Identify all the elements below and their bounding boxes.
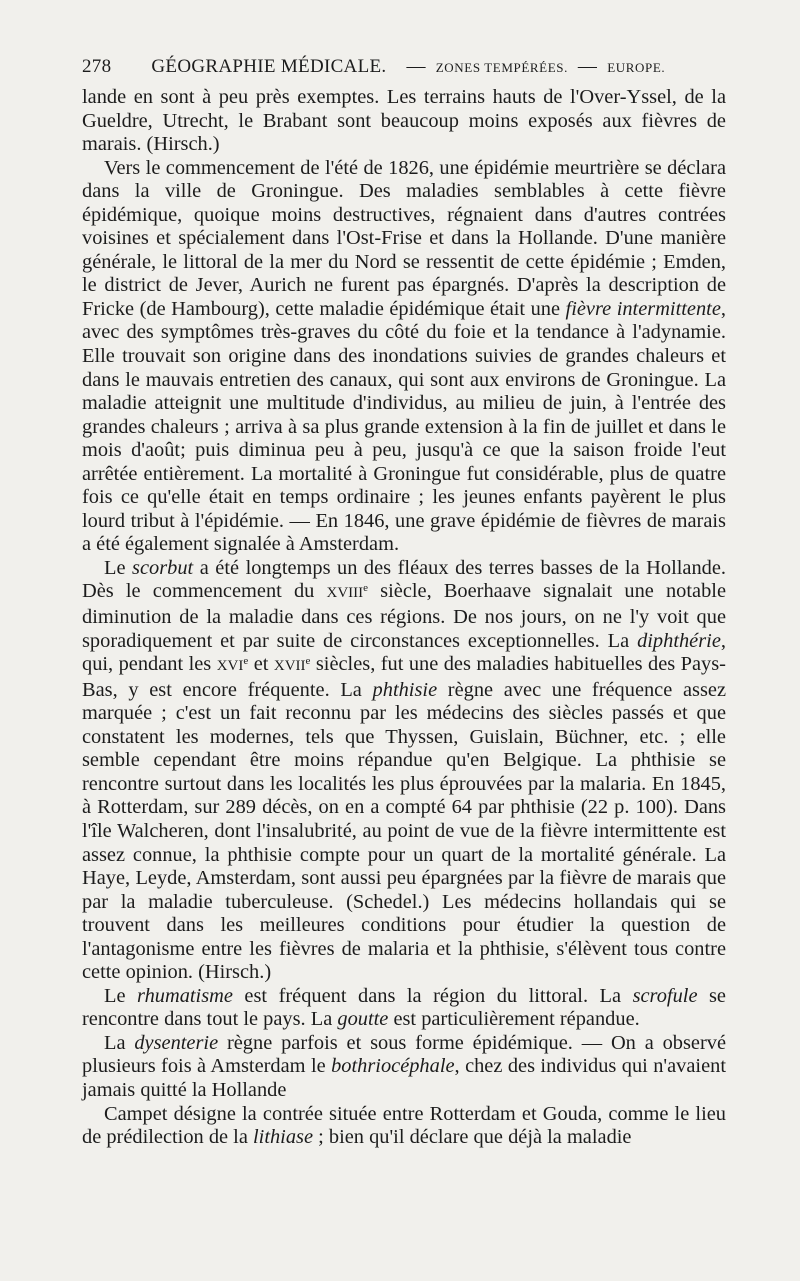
emphasis: diphthérie — [637, 629, 721, 652]
emphasis: phthisie — [372, 678, 438, 701]
book-title: GÉOGRAPHIE MÉDICALE. — [151, 56, 387, 77]
page-number: 278 — [82, 56, 112, 77]
emphasis: goutte — [337, 1008, 389, 1031]
emphasis: scrofule — [632, 984, 698, 1007]
paragraph-rhumatisme: Le rhumatisme est fréquent dans la région du littoral. La scrofule se rencontre dans tout le pays. La goutte est particulièrement répandue. — [82, 984, 726, 1031]
emphasis: lithiase — [252, 1126, 314, 1149]
paragraph-scorbut: Le scorbut a été longtemps un des fléaux des terres basses de la Hollande. Dès le commencement du XVIIIe siècle, Boerhaave signalait une notable diminution de la maladie dans ces régions. De nos jours, on ne l'y voit que sporadiquement et par suite de circonstances exceptionnelles. La diphthérie, qui, pendant les XVIe et XVIIe siècles, fut une des maladies habituelles des Pays-Bas, y est encore fréquente. La phthisie règne avec une fréquence assez marquée ; c'est un fait reconnu par les médecins des siècles passés et que constatent les modernes, tels que Thyssen, Guislain, Büchner, etc. ; elle semble cependant être moins répandue qu'en Belgique. La phthisie se rencontre surtout dans les localités les plus éprouvées par la malaria. En 1845, à Rotterdam, sur 289 décès, on en a compté 64 par phthisie (22 p. 100). Dans l'île Walcheren, dont l'insalubrité, au point de vue de la fièvre intermittente est assez connue, la phthisie compte pour un quart de la mortalité générale. La Haye, Leyde, Amsterdam, sont aussi peu épargnées par la fièvre de marais que par la maladie tuberculeuse. (Schedel.) Les médecins hollandais qui se trouvent dans les meilleures conditions pour étudier la question de l'antagonisme entre les fièvres de malaria et la phthisie, s'élèvent tous contre cette opinion. (Hirsch.) — [82, 556, 726, 984]
body-text — [82, 86, 726, 1150]
section-title: ZONES TEMPÉRÉES. — [435, 60, 568, 75]
emphasis: rhumatisme — [137, 984, 233, 1007]
header-dash: — — [406, 56, 426, 77]
running-head — [82, 56, 726, 86]
region-title: EUROPE. — [607, 60, 666, 75]
emphasis: bothriocéphale — [331, 1055, 455, 1078]
emphasis: dysenterie — [134, 1031, 219, 1054]
paragraph-continued: lande en sont à peu près exemptes. Les terrains hauts de l'Over-Yssel, de la Gueldre, Utrecht, le Brabant sont beaucoup moins exposés aux fièvres de marais. (Hirsch.) — [82, 86, 726, 156]
paragraph-groningue-epidemic: Vers le commencement de l'été de 1826, une épidémie meurtrière se déclara dans la ville de Groningue. Des maladies semblables à cette fièvre épidémique, quoique moins destructives, régnaient dans d'autres contrées voisines et spécialement dans l'Ost-Frise et dans la Hollande. D'une manière générale, le littoral de la mer du Nord se ressentit de cette épidémie ; Emden, le district de Jever, Aurich ne furent pas épargnés. D'après la description de Fricke (de Hambourg), cette maladie épidémique était une fièvre intermittente, avec des symptômes très-graves du côté du foie et la tendance à l'adynamie. Elle trouvait son origine dans des inondations suivies de grandes chaleurs et dans le mauvais entretien des canaux, qui sont aux environs de Groningue. La maladie atteignit une multitude d'individus, au milieu de juin, à l'entrée des grandes chaleurs ; arriva à sa plus grande extension à la fin de juillet et dans le mois d'août; puis diminua peu à peu, jusqu'à ce que la saison froide l'eut arrêtée entièrement. La mortalité à Groningue fut considérable, plus de quatre fois ce qu'elle était en temps ordinaire ; les jeunes enfants payèrent le plus lourd tribut à l'épidémie. — En 1846, une grave épidémie de fièvres de marais a été également signalée à Amsterdam. — [82, 156, 726, 556]
paragraph-dysenterie: La dysenterie règne parfois et sous forme épidémique. — On a observé plusieurs fois à Amsterdam le bothriocéphale, chez des individus qui n'avaient jamais quitté la Hollande — [82, 1031, 726, 1101]
header-dash: — — [577, 56, 598, 77]
paragraph-lithiase: Campet désigne la contrée située entre Rotterdam et Gouda, comme le lieu de prédilection de la lithiase ; bien qu'il déclare que déjà la maladie — [82, 1102, 726, 1149]
emphasis: fièvre intermittente — [565, 297, 721, 320]
emphasis: scorbut — [132, 556, 194, 579]
